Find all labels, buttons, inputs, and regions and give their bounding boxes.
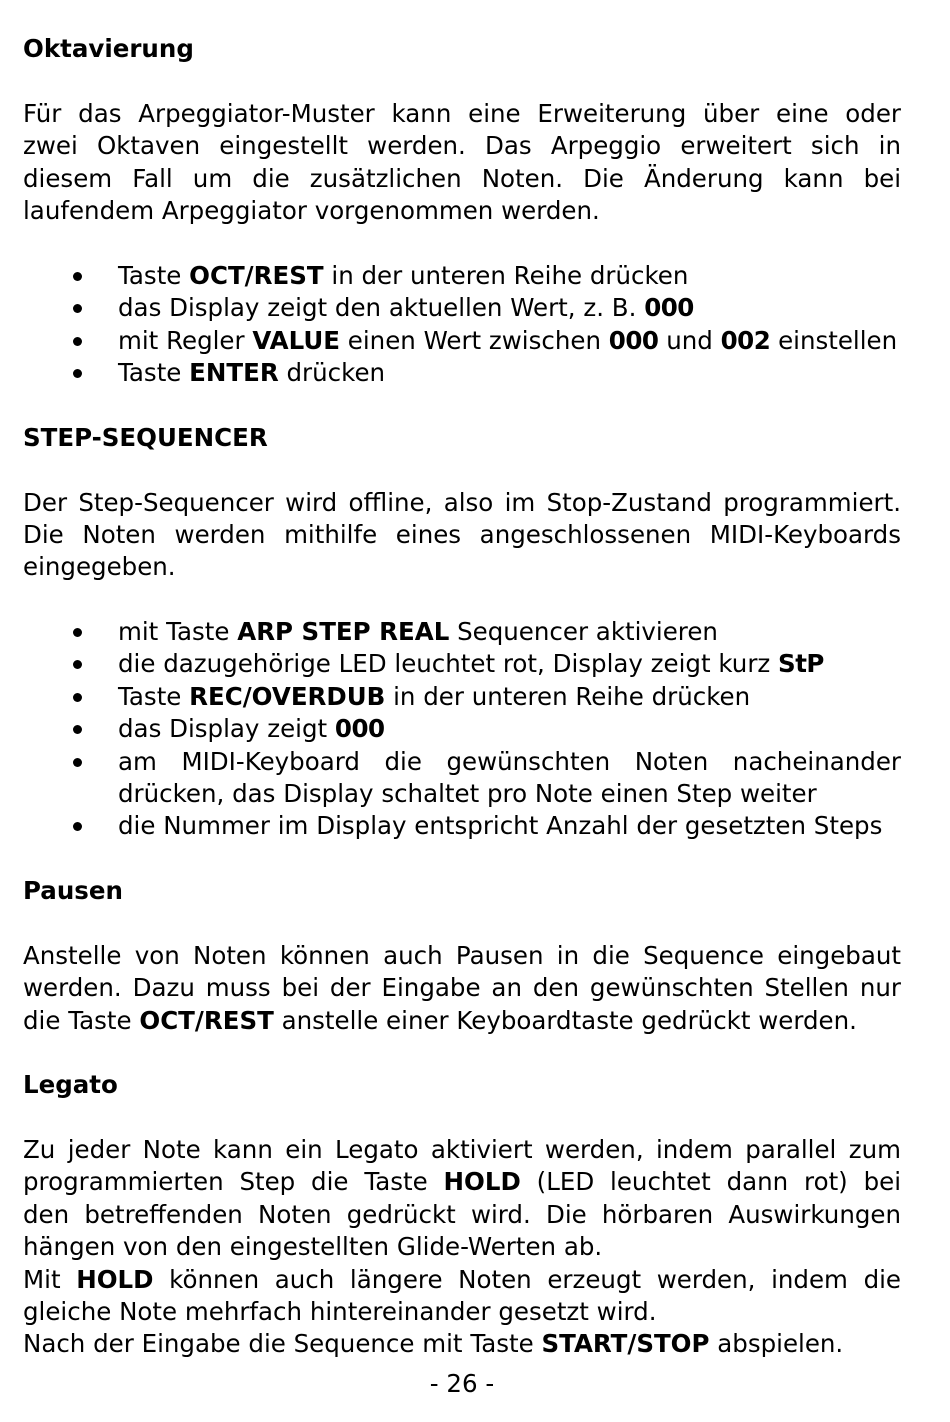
- list-item-line: [118, 713, 901, 745]
- text-run: programmierten Step die Taste: [23, 1167, 444, 1197]
- list-item-line: [118, 260, 901, 292]
- paragraph: [23, 487, 901, 584]
- text-run: Die Noten werden mithilfe eines angeschlossenen MIDI-Keyboards: [23, 519, 901, 549]
- paragraph-line: [23, 972, 901, 1004]
- text-run: Taste: [118, 260, 190, 290]
- section-heading: STEP-SEQUENCER: [23, 422, 268, 452]
- display-readout: 002: [720, 325, 771, 355]
- paragraph-line: [23, 1328, 901, 1360]
- text-run: diesem Fall um die zusätzlichen Noten. Die Änderung kann bei: [23, 163, 901, 193]
- text-run: einen Wert zwischen: [340, 325, 609, 355]
- paragraph-line: [23, 1199, 901, 1231]
- step-list: [23, 260, 901, 390]
- page-number: - 26 -: [429, 1369, 495, 1398]
- display-readout: 000: [334, 714, 385, 744]
- text-run: Zu jeder Note kann ein Legato aktiviert werden, indem parallel zum: [23, 1135, 901, 1165]
- text-run: das Display zeigt: [118, 714, 335, 744]
- list-item-line: [118, 778, 901, 810]
- key-name: REC/OVERDUB: [189, 681, 386, 711]
- step-list: [23, 616, 901, 843]
- section-oktavierung: [23, 33, 901, 389]
- key-name: ARP STEP REAL: [237, 617, 450, 647]
- paragraph-line: [23, 98, 901, 130]
- text-run: drücken, das Display schaltet pro Note einen Step weiter: [118, 778, 817, 808]
- list-item: [23, 616, 901, 648]
- list-item-line: [118, 681, 901, 713]
- paragraph-line: [23, 1231, 901, 1263]
- paragraph-line: [23, 130, 901, 162]
- bullet-icon: [73, 725, 82, 734]
- paragraph-line: [23, 1166, 901, 1198]
- text-run: drücken: [278, 358, 386, 388]
- list-item: [23, 260, 901, 292]
- key-name: OCT/REST: [139, 1005, 274, 1035]
- text-run: den betreffenden Noten gedrückt wird. Die hörbaren Auswirkungen: [23, 1199, 901, 1229]
- section-step-sequencer: [23, 422, 901, 843]
- list-item: [23, 325, 901, 357]
- bullet-icon: [73, 628, 82, 637]
- list-item: [23, 292, 901, 324]
- paragraph: [23, 98, 901, 228]
- text-run: hängen von den eingestellten Glide-Werten ab.: [23, 1232, 603, 1262]
- text-run: Nach der Eingabe die Sequence mit Taste: [23, 1329, 542, 1359]
- bullet-icon: [73, 369, 82, 378]
- paragraph-line: [23, 1005, 901, 1037]
- key-name: OCT/REST: [189, 260, 324, 290]
- text-run: in der unteren Reihe drücken: [385, 681, 751, 711]
- list-item-line: [118, 616, 901, 648]
- section-pausen: [23, 875, 901, 1037]
- text-run: Der Step-Sequencer wird offline, also im Stop-Zustand programmiert.: [23, 487, 901, 517]
- bullet-icon: [73, 758, 82, 767]
- list-item-line: [118, 810, 901, 842]
- text-run: Für das Arpeggiator-Muster kann eine Erweiterung über eine oder: [23, 99, 901, 129]
- text-run: Taste: [118, 681, 190, 711]
- section-heading: Oktavierung: [23, 34, 194, 64]
- list-item: [23, 746, 901, 811]
- list-item-line: [118, 746, 901, 778]
- text-run: werden. Dazu muss bei der Eingabe an den gewünschten Stellen nur: [23, 973, 901, 1003]
- text-run: laufendem Arpeggiator vorgenommen werden.: [23, 196, 600, 226]
- text-run: Taste: [118, 358, 190, 388]
- text-run: die Taste: [23, 1005, 140, 1035]
- display-readout: 000: [644, 293, 694, 323]
- text-run: die Nummer im Display entspricht Anzahl der gesetzten Steps: [118, 811, 883, 841]
- key-name: START/STOP: [541, 1329, 710, 1359]
- text-run: mit Taste: [118, 617, 238, 647]
- text-run: mit Regler: [118, 325, 253, 355]
- paragraph-line: [23, 195, 901, 227]
- text-run: am MIDI-Keyboard die gewünschten Noten nacheinander: [118, 746, 901, 776]
- text-run: können auch längere Noten erzeugt werden, indem die: [153, 1264, 901, 1294]
- text-run: die dazugehörige LED leuchtet rot, Display zeigt kurz: [118, 649, 779, 679]
- list-item: [23, 713, 901, 745]
- key-name: VALUE: [252, 325, 340, 355]
- list-item-line: [118, 325, 901, 357]
- list-item: [23, 681, 901, 713]
- bullet-icon: [73, 822, 82, 831]
- text-run: Anstelle von Noten können auch Pausen in die Sequence eingebaut: [23, 940, 901, 970]
- bullet-icon: [73, 337, 82, 346]
- bullet-icon: [73, 304, 82, 313]
- list-item: [23, 648, 901, 680]
- text-run: Mit: [23, 1264, 77, 1294]
- text-run: abspielen.: [709, 1329, 844, 1359]
- paragraph: [23, 940, 901, 1037]
- list-item-line: [118, 648, 901, 680]
- paragraph-line: [23, 163, 901, 195]
- text-run: gleiche Note mehrfach hintereinander gesetzt wird.: [23, 1296, 657, 1326]
- key-name: HOLD: [76, 1264, 154, 1294]
- text-run: Sequencer aktivieren: [449, 617, 718, 647]
- display-readout: 000: [608, 325, 659, 355]
- list-item-line: [118, 292, 901, 324]
- manual-page: [23, 33, 901, 1393]
- text-run: und: [658, 325, 721, 355]
- text-run: einstellen: [770, 325, 898, 355]
- paragraph-line: [23, 940, 901, 972]
- text-run: das Display zeigt den aktuellen Wert, z. B.: [118, 293, 645, 323]
- key-name: HOLD: [443, 1167, 521, 1197]
- paragraph-line: [23, 1134, 901, 1166]
- text-run: zwei Oktaven eingestellt werden. Das Arpeggio erweitert sich in: [23, 131, 901, 161]
- paragraph-line: [23, 1296, 901, 1328]
- list-item: [23, 810, 901, 842]
- display-readout: StP: [778, 649, 824, 679]
- paragraph-line: [23, 519, 901, 551]
- paragraph-line: [23, 487, 901, 519]
- bullet-icon: [73, 660, 82, 669]
- text-run: anstelle einer Keyboardtaste gedrückt werden.: [273, 1005, 857, 1035]
- section-heading: Pausen: [23, 876, 123, 906]
- section-heading: Legato: [23, 1070, 118, 1100]
- paragraph-line: [23, 1264, 901, 1296]
- bullet-icon: [73, 693, 82, 702]
- paragraph-line: [23, 551, 901, 583]
- text-run: (LED leuchtet dann rot) bei: [520, 1167, 901, 1197]
- text-run: in der unteren Reihe drücken: [323, 260, 689, 290]
- key-name: ENTER: [189, 358, 279, 388]
- list-item: [23, 357, 901, 389]
- section-legato: [23, 1069, 901, 1360]
- text-run: eingegeben.: [23, 552, 176, 582]
- paragraph: [23, 1134, 901, 1361]
- bullet-icon: [73, 272, 82, 281]
- list-item-line: [118, 357, 901, 389]
